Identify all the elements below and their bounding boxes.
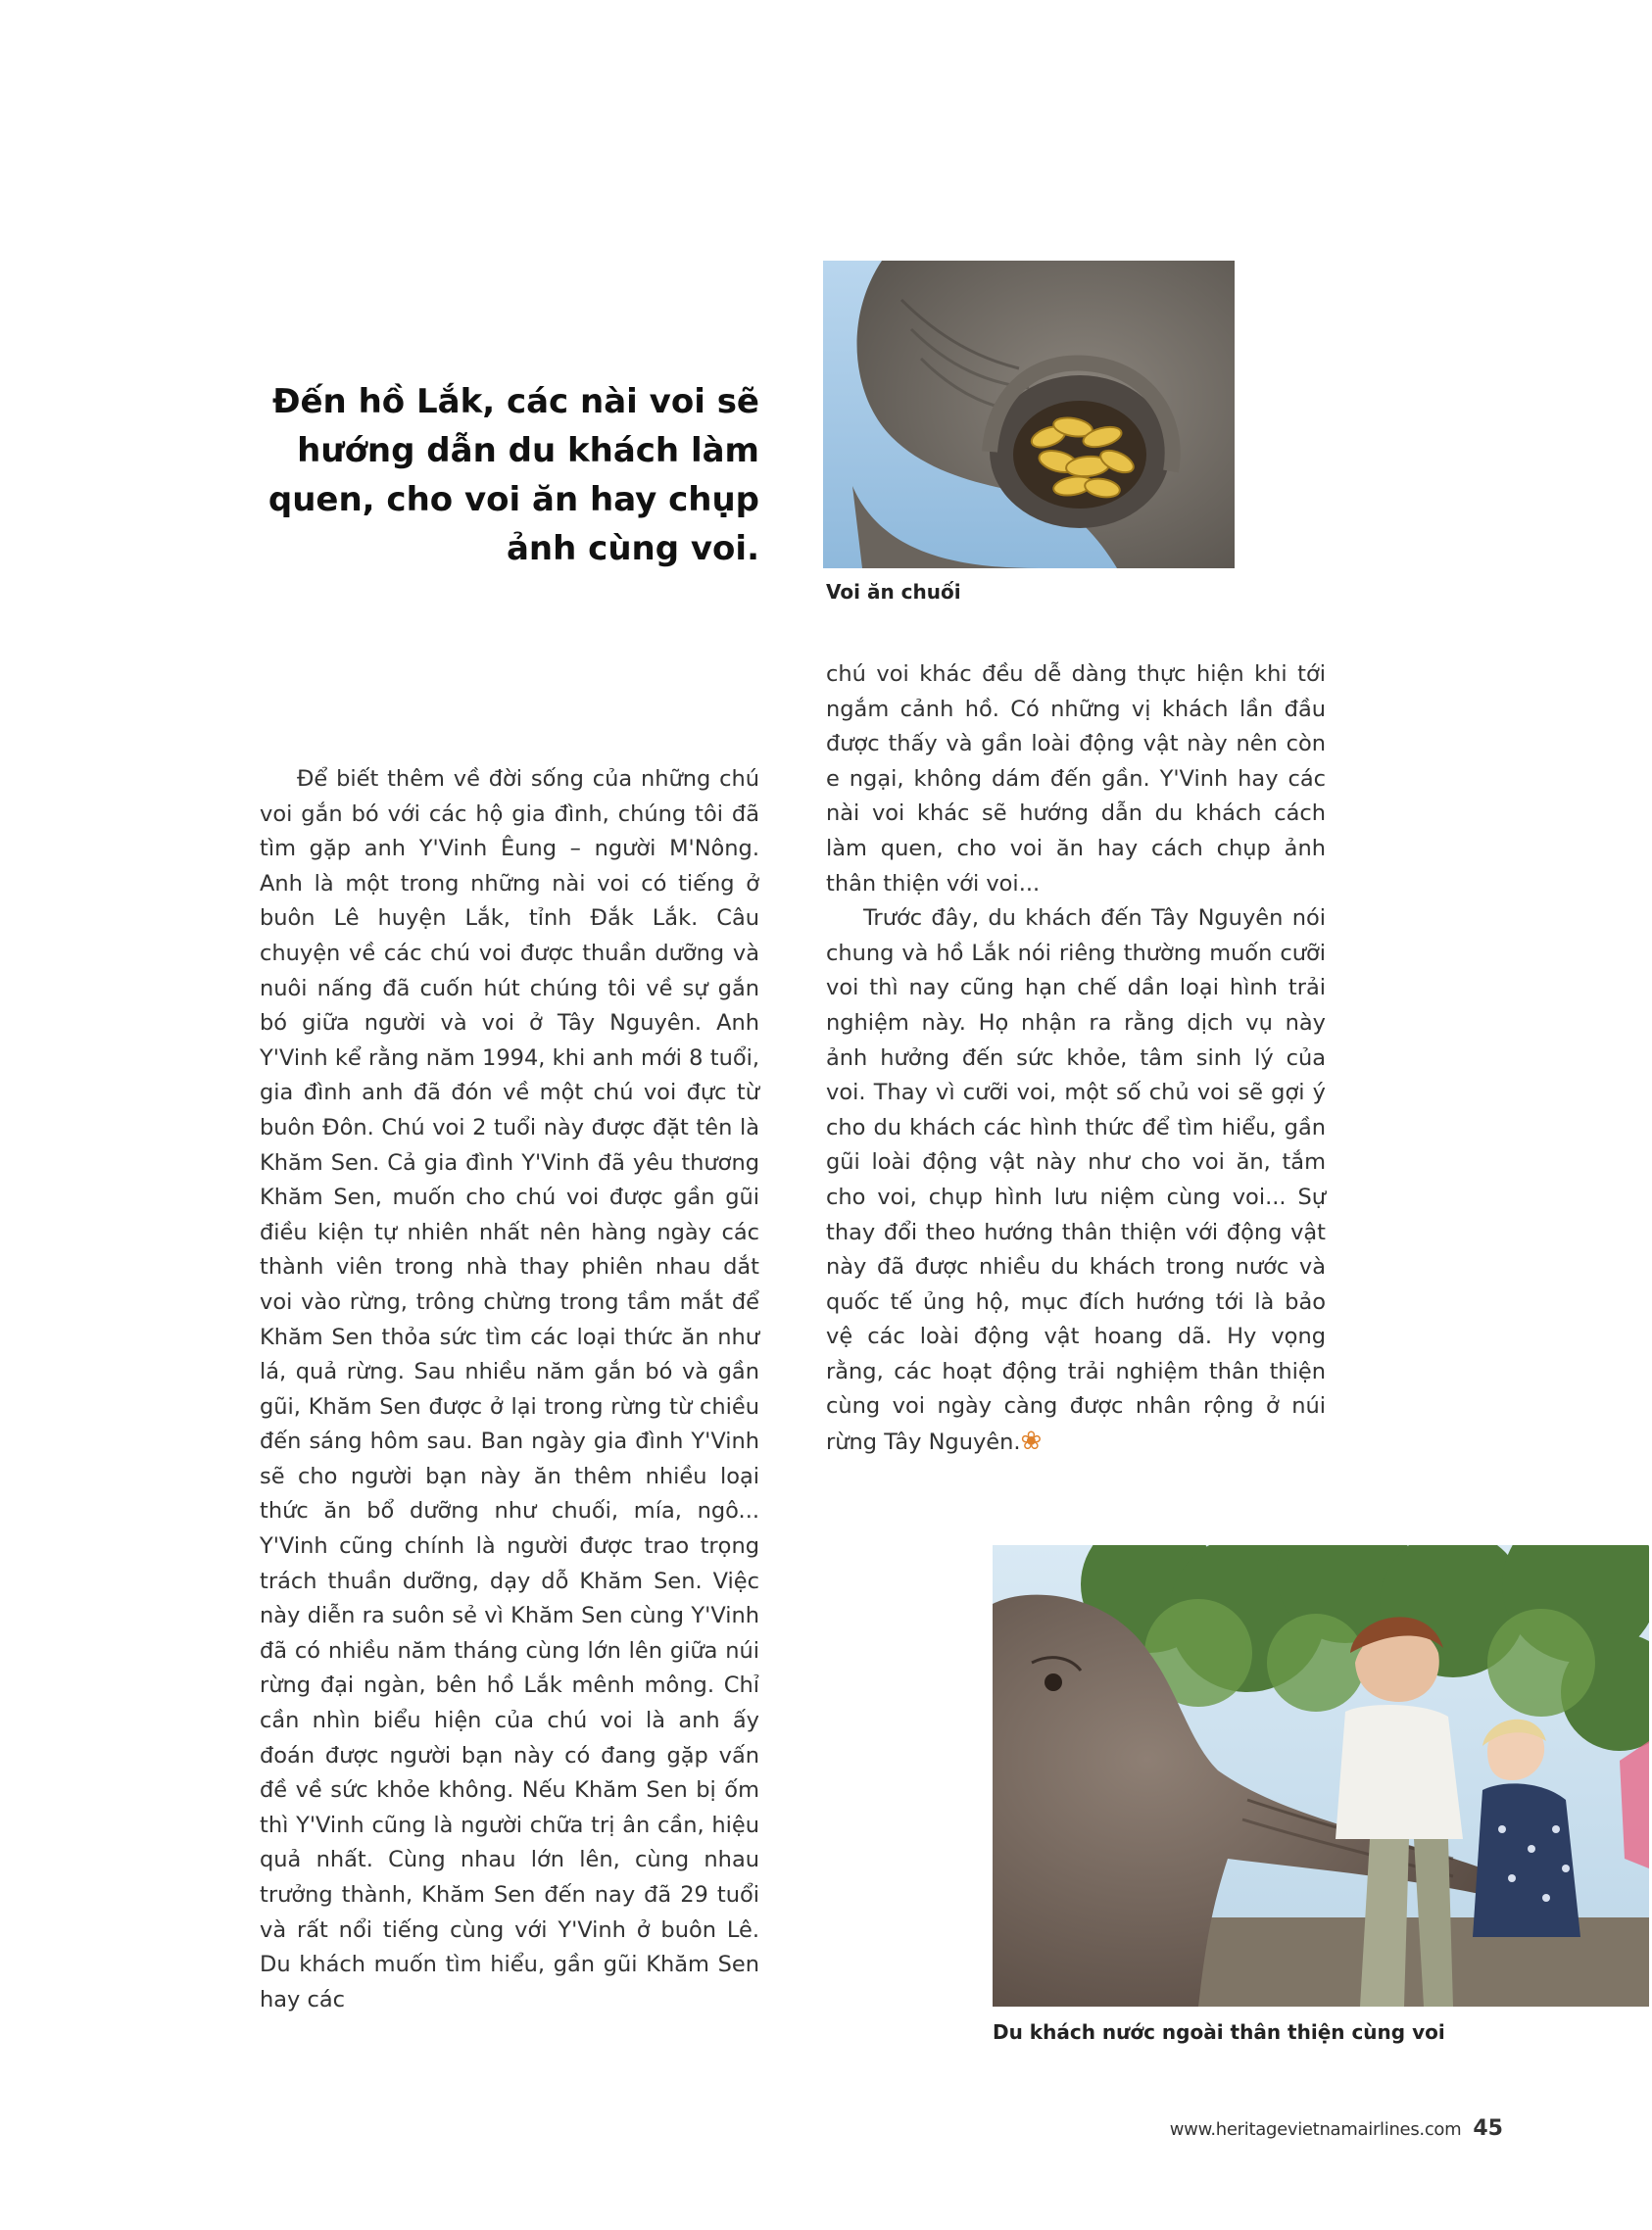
- tourists-with-elephant-photo: [993, 1545, 1649, 2007]
- pull-quote: Đến hồ Lắk, các nài voi sẽ hướng dẫn du khách làm quen, cho voi ăn hay chụp ảnh cùng voi.: [267, 382, 759, 568]
- lotus-end-mark-icon: ❀: [1020, 1427, 1043, 1457]
- article-paragraph-2: chú voi khác đều dễ dàng thực hiện khi tới ngắm cảnh hồ. Có những vị khách lần đầu được thấy và gần loài động vật này nên còn e ngại, không dám đến gần. Y'Vinh hay các nài voi khác sẽ hướng dẫn du khách cách làm quen, cho voi ăn hay cách chụp ảnh thân thiện với voi...: [826, 661, 1326, 897]
- article-paragraph-3-text: Trước đây, du khách đến Tây Nguyên nói chung và hồ Lắk nói riêng thường muốn cưỡi voi thì nay cũng hạn chế dần loại hình trải nghiệm này. Họ nhận ra rằng dịch vụ này ảnh hưởng đến sức khỏe, tâm sinh lý của voi. Thay vì cưỡi voi, một số chủ voi sẽ gợi ý cho du khách các hình thức để tìm hiểu, gần gũi loài động vật này như cho voi ăn, tắm cho voi, chụp hình lưu niệm cùng voi... Sự thay đổi theo hướng thân thiện với động vật này đã được nhiều du khách trong nước và quốc tế ủng hộ, mục đích hướng tới là bảo vệ các loài động vật hoang dã. Hy vọng rằng, các hoạt động trải nghiệm thân thiện cùng voi ngày càng được nhân rộng ở núi rừng Tây Nguyên.: [826, 905, 1326, 1456]
- top-photo-caption: Voi ăn chuối: [826, 580, 961, 604]
- elephant-eating-bananas-photo: [823, 261, 1235, 568]
- elephant-eating-bananas-illustration: [823, 261, 1235, 568]
- page-footer: [1170, 2116, 1503, 2141]
- website-url: www.heritagevietnamairlines.com: [1169, 2119, 1462, 2140]
- article-paragraph-3: [826, 901, 1326, 1461]
- page-number: 45: [1473, 2116, 1503, 2141]
- article-left-column: [260, 762, 759, 2017]
- bottom-photo-caption: Du khách nước ngoài thân thiện cùng voi: [993, 2020, 1445, 2044]
- article-paragraph-1: Để biết thêm về đời sống của những chú voi gắn bó với các hộ gia đình, chúng tôi đã tìm gặp anh Y'Vinh Êung – người M'Nông. Anh là một trong những nài voi có tiếng ở buôn Lê huyện Lắk, tỉnh Đắk Lắk. Câu chuyện về các chú voi được thuần dưỡng và nuôi nấng đã cuốn hút chúng tôi về sự gắn bó giữa người và voi ở Tây Nguyên. Anh Y'Vinh kể rằng năm 1994, khi anh mới 8 tuổi, gia đình anh đã đón về một chú voi đực từ buôn Đôn. Chú voi 2 tuổi này được đặt tên là Khăm Sen. Cả gia đình Y'Vinh đã yêu thương Khăm Sen, muốn cho chú voi được gần gũi điều kiện tự nhiên nhất nên hàng ngày các thành viên trong nhà thay phiên nhau dắt voi vào rừng, trông chừng trong tầm mắt để Khăm Sen thỏa sức tìm các loại thức ăn như lá, quả rừng. Sau nhiều năm gắn bó và gần gũi, Khăm Sen được ở lại trong rừng từ chiều đến sáng hôm sau. Ban ngày gia đình Y'Vinh sẽ cho người bạn này ăn thêm nhiều loại thức ăn bổ dưỡng như chuối, mía, ngô... Y'Vinh cũng chính là người được trao trọng trách thuần dưỡng, dạy dỗ Khăm Sen. Việc này diễn ra suôn sẻ vì Khăm Sen cùng Y'Vinh đã có nhiều năm tháng cùng lớn lên giữa núi rừng đại ngàn, bên hồ Lắk mênh mông. Chỉ cần nhìn biểu hiện của chú voi là anh ấy đoán được người bạn này có đang gặp vấn đề về sức khỏe không. Nếu Khăm Sen bị ốm thì Y'Vinh cũng là người chữa trị ân cần, hiệu quả nhất. Cùng nhau lớn lên, cùng nhau trưởng thành, Khăm Sen đến nay đã 29 tuổi và rất nổi tiếng cùng với Y'Vinh ở buôn Lê. Du khách muốn tìm hiểu, gần gũi Khăm Sen hay các: [260, 766, 759, 2012]
- tourists-with-elephant-illustration: [993, 1545, 1649, 2007]
- article-right-column: [826, 657, 1326, 1461]
